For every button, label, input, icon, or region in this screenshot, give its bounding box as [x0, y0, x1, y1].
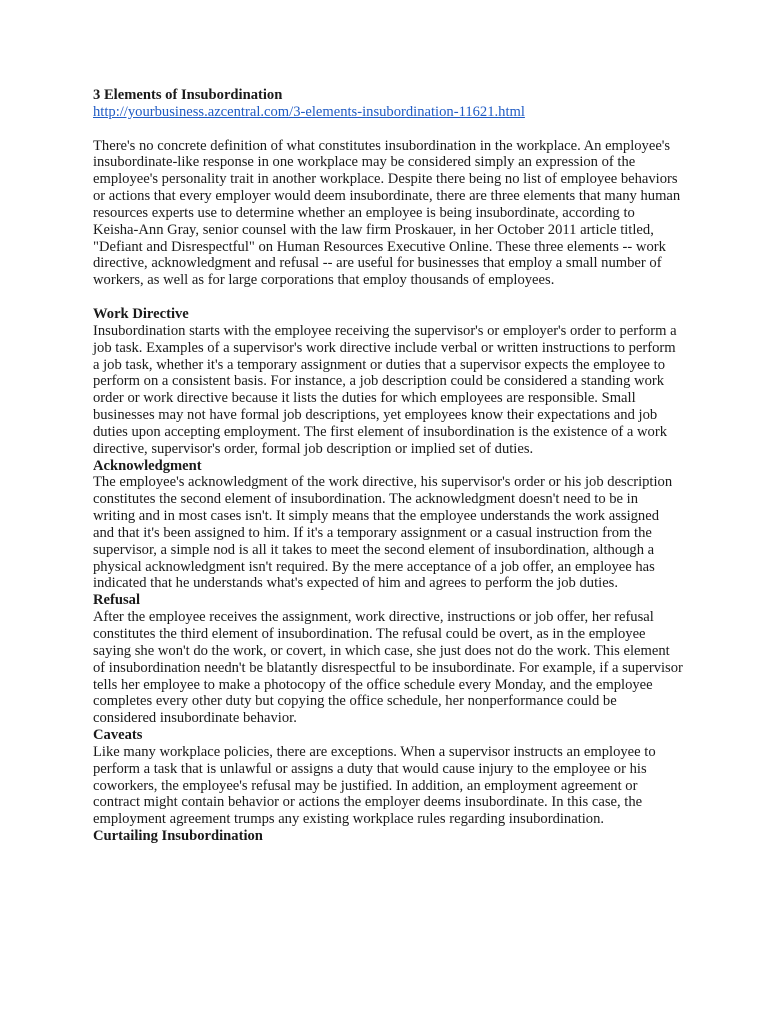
source-link[interactable]: http://yourbusiness.azcentral.com/3-elements-insubordination-11621.html	[93, 103, 525, 120]
section-heading: Work Directive	[93, 305, 189, 322]
section-caveats	[93, 727, 683, 828]
section-heading: Caveats	[93, 727, 143, 744]
paragraph-gap	[93, 289, 683, 306]
section-acknowledgment	[93, 458, 683, 593]
section-body: Insubordination starts with the employee receiving the supervisor's or employer's order to perform a job task. Examples of a supervisor's work directive include verbal or written instructions to perform a job task, whether it's a temporary assignment or duties that a supervisor expects the employee to perform on a consistent basis. For instance, a job description could be considered a standing work order or work directive because it lists the duties for which employees are responsible. Small businesses may not have formal job descriptions, yet employees know their expectations and job duties upon accepting employment. The first element of insubordination is the existence of a work directive, supervisor's order, formal job description or implied set of duties.	[93, 322, 677, 457]
section-heading: Curtailing Insubordination	[93, 828, 263, 845]
section-heading: Acknowledgment	[93, 457, 202, 474]
section-curtailing-insubordination	[93, 828, 683, 845]
section-body: After the employee receives the assignment, work directive, instructions or job offer, her refusal constitutes the third element of insubordination. The refusal could be overt, as in the employee saying she won't do the work, or covert, in which case, she just does not do the work. This element of insubordination needn't be blatantly disrespectful to be insubordinate. For example, if a supervisor tells her employee to make a photocopy of the office schedule every Monday, and the employee completes every other duty but copying the office schedule, her nonperformance could be considered insubordinate behavior.	[93, 609, 683, 727]
document-page	[93, 87, 683, 845]
document-title: 3 Elements of Insubordination	[93, 87, 283, 103]
section-body: Like many workplace policies, there are exceptions. When a supervisor instructs an employee to perform a task that is unlawful or assigns a duty that would cause injury to the employee or his coworkers, the employee's refusal may be justified. In addition, an employment agreement or contract might contain behavior or actions the employer deems insubordinate. In this case, the employment agreement trumps any existing workplace rules regarding insubordination.	[93, 743, 656, 828]
section-refusal	[93, 592, 683, 727]
intro-paragraph: There's no concrete definition of what constitutes insubordination in the workplace. An employee's insubordinate-like response in one workplace may be considered simply an expression of the employee's personality trait in another workplace. Despite there being no list of employee behaviors or actions that every employer would deem insubordinate, there are three elements that many human resources experts use to determine whether an employee is being insubordinate, according to Keisha-Ann Gray, senior counsel with the law firm Proskauer, in her October 2011 article titled, "Defiant and Disrespectful" on Human Resources Executive Online. These three elements -- work directive, acknowledgment and refusal -- are useful for businesses that employ a small number of workers, as well as for large corporations that employ thousands of employees.	[93, 137, 681, 289]
section-work-directive	[93, 306, 683, 458]
section-heading: Refusal	[93, 592, 141, 609]
section-body: The employee's acknowledgment of the work directive, his supervisor's order or his job description constitutes the second element of insubordination. The acknowledgment doesn't need to be in writing and in most cases isn't. It simply means that the employee understands the work assigned and that it's been assigned to him. If it's a temporary assignment or a casual instruction from the supervisor, a simple nod is all it takes to meet the second element of insubordination, although a physical acknowledgment isn't required. By the mere acceptance of a job offer, an employee has indicated that he understands what's expected of him and agrees to perform the job duties.	[93, 474, 673, 592]
